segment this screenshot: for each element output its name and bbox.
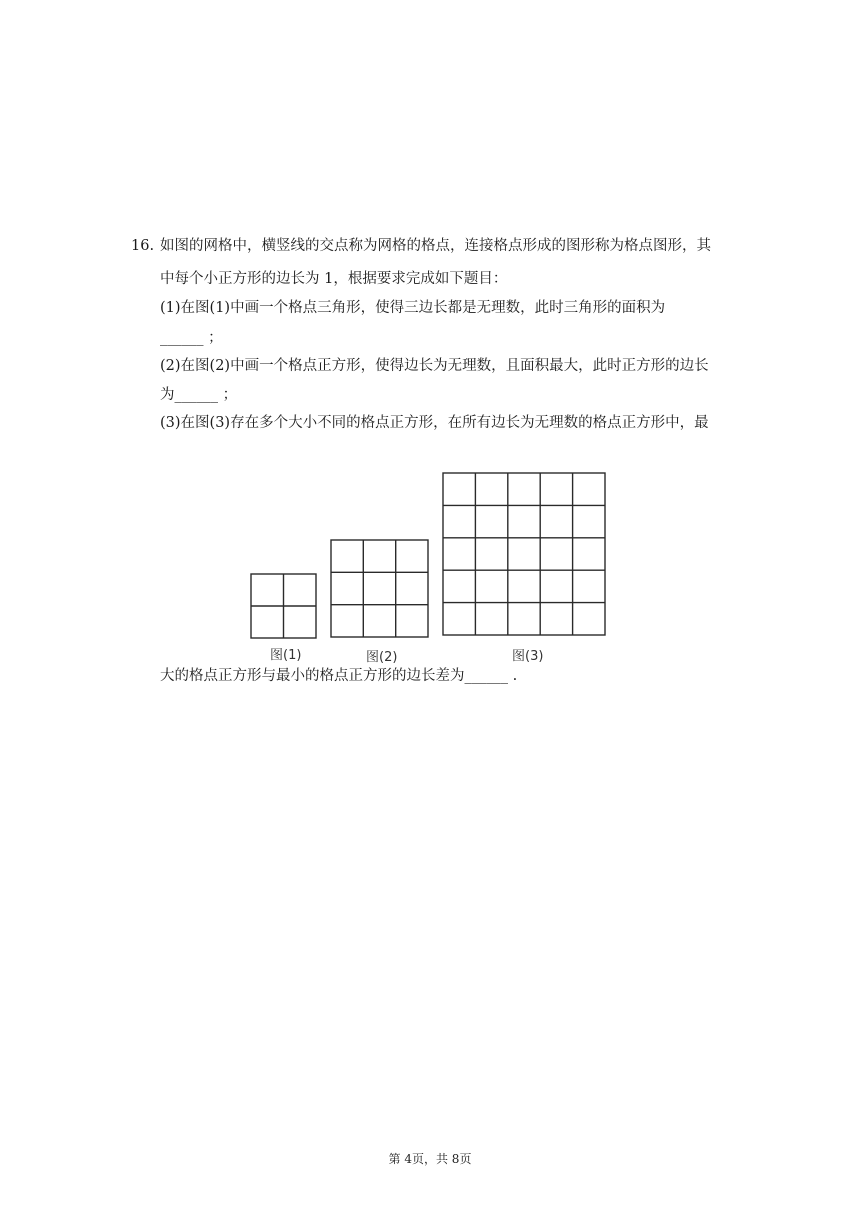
part2-line-1: (2)在图(2)中画一个格点正方形，使得边长为无理数，且面积最大，此时正方形的边长 — [160, 358, 709, 374]
figure-1-caption: 图(1) — [270, 648, 302, 663]
part1-line-1: (1)在图(1)中画一个格点三角形，使得三边长都是无理数，此时三角形的面积为 — [160, 300, 666, 316]
figure-1-grid — [251, 574, 316, 638]
figure-2-grid — [331, 540, 428, 637]
figure-3-grid — [443, 473, 605, 635]
stem-line-1: 如图的网格中，横竖线的交点称为网格的格点，连接格点形成的图形称为格点图形，其 — [160, 238, 711, 254]
stem-line-2: 中每个小正方形的边长为 1，根据要求完成如下题目： — [160, 271, 508, 287]
figure-2-caption: 图(2) — [366, 650, 398, 665]
part1-answer-blank: ______ ； — [160, 330, 223, 346]
figure-3-caption: 图(3) — [512, 649, 544, 664]
part3-line-1: (3)在图(3)存在多个大小不同的格点正方形，在所有边长为无理数的格点正方形中，最 — [160, 415, 709, 431]
page-footer: 第 4页，共 8页 — [388, 1152, 472, 1166]
question-number: 16. — [131, 238, 155, 254]
part3-line-2: 大的格点正方形与最小的格点正方形的边长差为______ . — [160, 668, 518, 684]
part2-answer-line: 为______ ； — [160, 387, 238, 403]
